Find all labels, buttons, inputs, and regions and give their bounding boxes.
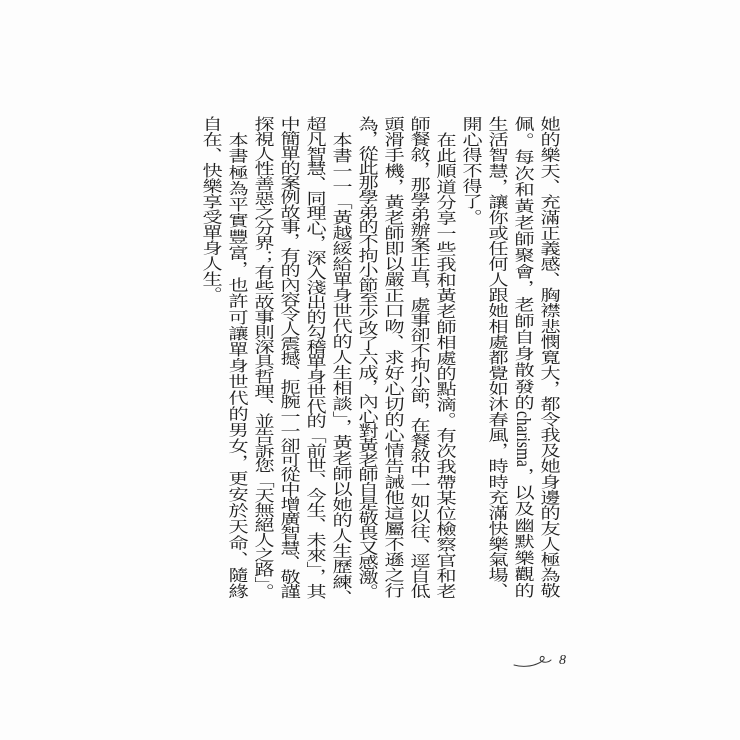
text-column: 中簡單的案例故事，有的內容令人震撼、扼腕一一卻可從中增廣智慧、敬謹 — [277, 116, 300, 598]
text-column: 在此順道分享一些我和黃老師相處的點滴。有次我帶某位檢察官和老 — [433, 131, 456, 598]
text-column: 生活智慧，讓你或任何人跟她相處都覺如沐春風，時時充滿快樂氣場、 — [485, 116, 508, 598]
text-column: 開心得不得了。 — [459, 116, 482, 225]
paragraph — [353, 116, 457, 616]
page-number: 8 — [559, 653, 566, 668]
text-column: 頭滑手機，黃老師即以嚴正口吻、求好心切的心情告誡他這屬不遜之行 — [381, 116, 404, 598]
text-column: 探視人性善惡之分界；有些故事則深具哲理、並告訴您「天無絕人之路」。 — [251, 116, 274, 598]
paragraph — [249, 116, 353, 616]
text-column: 超凡智慧、同理心，深入淺出的勾稽單身世代的「前世、今生、未來」，其 — [303, 116, 326, 598]
body-text — [197, 116, 561, 616]
paragraph — [457, 116, 561, 616]
text-column: 自在、快樂享受單身人生。 — [199, 116, 222, 302]
text-column: 佩。每次和黃老師聚會，老師自身散發的charisma，以及幽默樂觀的 — [511, 116, 534, 598]
paragraph — [197, 116, 249, 616]
text-column: 本書一一「黃越綏給單身世代的人生相談」，黃老師以她的人生歷練、 — [329, 131, 352, 605]
text-column: 她的樂天、充滿正義感、胸襟悲憫寬大，都令我及她身邊的友人極為敬 — [537, 116, 560, 598]
swash-ornament-icon — [513, 654, 553, 670]
text-column: 師餐敘，那學弟辦案正直，處事卻不拘小節，在餐敘中一如以往、逕自低 — [407, 116, 430, 598]
text-column: 為，從此那學弟的不拘小節至少改了六成，內心對黃老師自是敬畏又感激。 — [355, 116, 378, 598]
text-column: 本書極為平實豐富，也許可讓單身世代的男女，更安於天命、隨緣 — [225, 131, 248, 598]
